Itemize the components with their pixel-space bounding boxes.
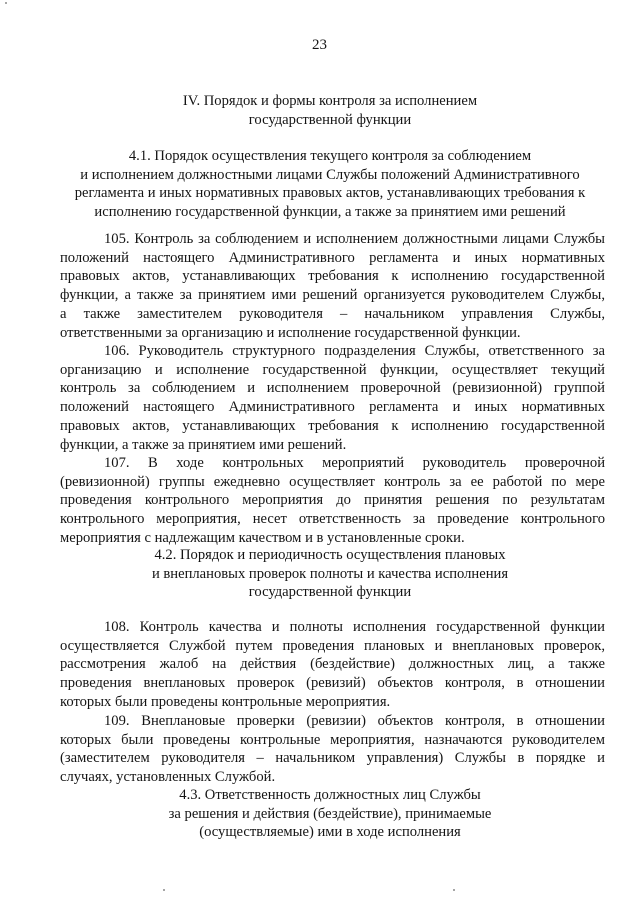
paragraph-line: правовых актов, устанавливающих требования к исполнению государственной [60,417,605,434]
paragraph-line: контрольного мероприятия, несет ответственность за проведение контрольного [60,511,605,528]
paragraph-line: которых были проведены контрольные мероприятия, назначаются руководителем [60,731,605,748]
paragraph-line: (заместителем руководителя – начальником управления) Службы в порядке и [60,750,605,767]
paragraph-105 [60,230,605,342]
paragraph-line: мероприятия с надлежащим качеством и в установленные сроки. [60,529,465,546]
scan-speck [5,2,7,4]
section-title-line: IV. Порядок и формы контроля за исполнением [182,93,478,109]
subsection-title-line: исполнению государственной функции, а также за принятием ими решений [94,203,566,220]
scan-speck [163,889,165,891]
subsection-4-3-title [40,786,620,842]
paragraph-line: 105. Контроль за соблюдением и исполнением должностными лицами Службы [104,231,605,247]
paragraph-line: рассмотрения жалоб на действия (бездействие) должностных лиц, а также [60,656,605,673]
paragraph-line: осуществляется Службой путем проведения плановых и внеплановых проверок, [60,637,605,654]
paragraph-line: 108. Контроль качества и полноты исполнения государственной функции [104,619,605,635]
paragraph-107 [60,454,605,548]
paragraph-106 [60,342,605,454]
subsection-title-line: 4.3. Ответственность должностных лиц Службы [179,787,481,803]
paragraph-line: положений настоящего Административного регламента и иных нормативных [60,249,605,266]
subsection-title-line: и внеплановых проверок полноты и качества исполнения [151,565,509,582]
subsection-4-1-title [40,147,620,221]
paragraph-line: проведения контрольного мероприятия до принятия решения по результатам [60,492,605,509]
subsection-title-line: и исполнением должностными лицами Службы положений Административного [80,166,580,183]
section-title-line: государственной функции [248,111,412,128]
paragraph-line: функции, а также за принятием ими решений организуется руководителем Службы, [60,287,605,304]
subsection-title-line: 4.1. Порядок осуществления текущего контроля за соблюдением [128,148,532,164]
paragraph-line: 109. Внеплановые проверки (ревизии) объектов контроля, в отношении [104,713,605,729]
subsection-title-line: 4.2. Порядок и периодичность осуществления плановых [154,547,506,563]
paragraph-line: 107. В ходе контрольных мероприятий руководитель проверочной [104,455,605,471]
subsection-title-line: за решения и действия (бездействие), принимаемые [168,805,492,822]
paragraph-line: случаях, установленных Службой. [60,769,276,786]
page-number: 23 [312,37,327,53]
paragraph-line: 106. Руководитель структурного подразделения Службы, ответственного за [104,343,605,359]
paragraph-line: организацию и исполнение государственной функции, осуществляет текущий [60,361,605,378]
paragraph-108 [60,618,605,712]
paragraph-line: правовых актов, устанавливающих требования к исполнению государственной [60,268,605,285]
paragraph-line: (ревизионной) группы ежедневно осуществляет контроль за ее работой по мере [60,473,605,490]
subsection-title-line: (осуществляемые) ими в ходе исполнения [199,824,461,841]
paragraph-line: ответственными за организацию и исполнение государственной функции. [60,324,521,341]
subsection-4-2-title [40,546,620,602]
section-title [40,92,620,129]
paragraph-109 [60,712,605,787]
paragraph-line: функции, а также за принятием ими решений. [60,436,347,453]
paragraph-line: положений настоящего Административного регламента и иных нормативных [60,399,605,416]
subsection-title-line: регламента и иных нормативных правовых актов, устанавливающих требования к [74,185,586,202]
subsection-title-line: государственной функции [248,584,412,601]
scan-speck [453,889,455,891]
paragraph-line: а также заместителем руководителя – начальником управления Службы, [60,305,605,322]
paragraph-line: контроль за соблюдением и исполнением проверочной (ревизионной) группой [60,380,605,397]
paragraph-line: которых были проведены контрольные мероприятия. [60,693,391,710]
paragraph-line: проведения внеплановых проверок (ревизий) объектов контроля, в отношении [60,675,605,692]
